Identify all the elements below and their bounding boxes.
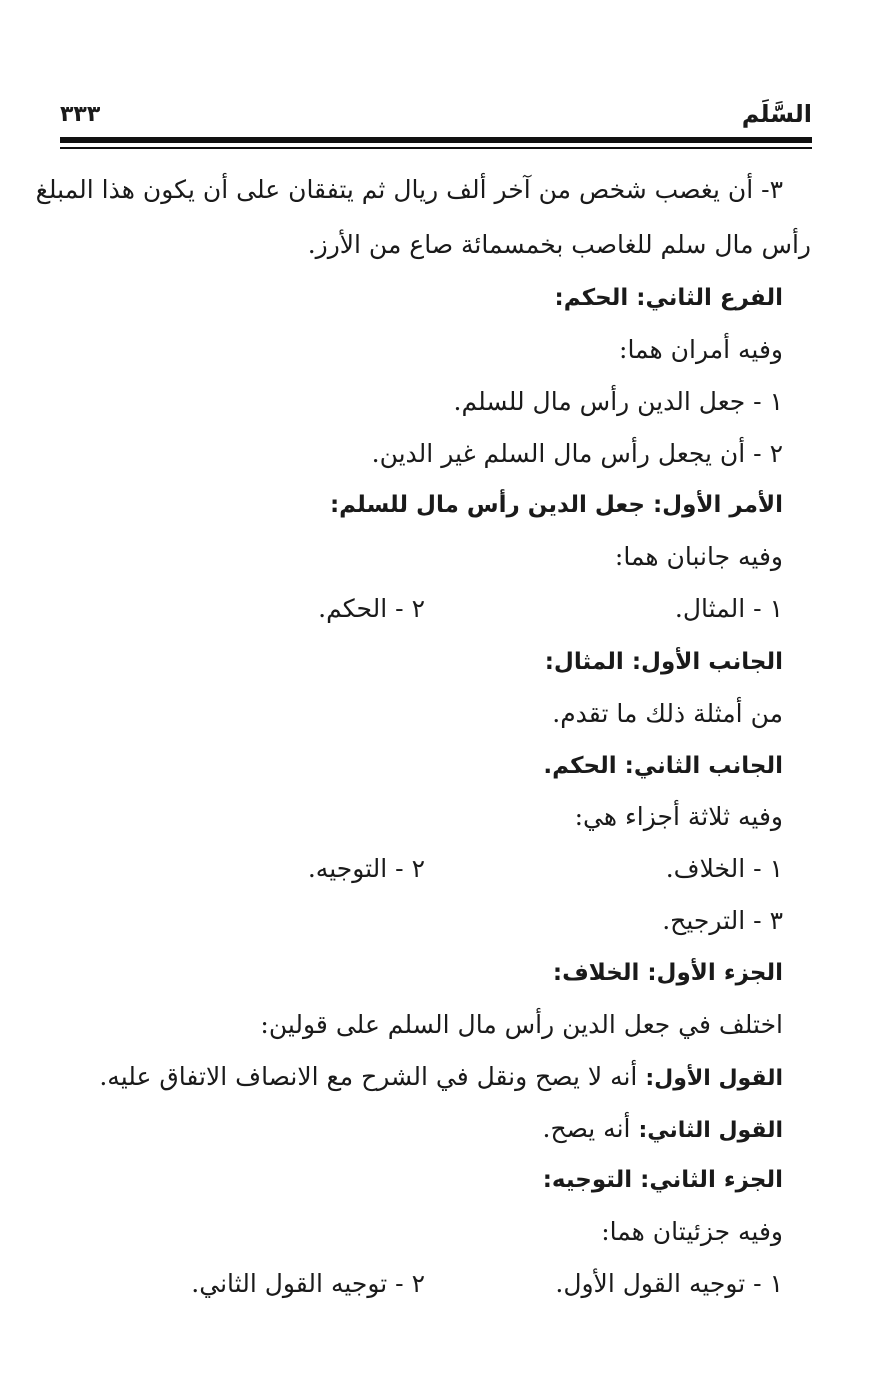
quote-line	[99, 1060, 783, 1096]
running-title: السَّلَم	[741, 100, 812, 128]
section-heading: الجزء الثاني: التوجيه:	[542, 1167, 783, 1193]
opinion-label: القول الثاني:	[638, 1118, 783, 1143]
section-heading: الجانب الثاني: الحكم.	[543, 753, 783, 779]
paragraph-line: وفيه جزئيتان هما:	[601, 1217, 783, 1246]
list-item: ١ - توجيه القول الأول.	[555, 1269, 783, 1298]
list-item: ١ - جعل الدين رأس مال للسلم.	[453, 387, 783, 416]
list-item: ٢ - توجيه القول الثاني.	[191, 1269, 425, 1298]
list-item: ٢ - أن يجعل رأس مال السلم غير الدين.	[371, 439, 783, 468]
paragraph-line: وفيه ثلاثة أجزاء هي:	[574, 802, 783, 831]
list-item: ٢ - التوجيه.	[307, 854, 425, 883]
list-item: ١ - الخلاف.	[665, 854, 783, 883]
section-heading: الجانب الأول: المثال:	[544, 649, 783, 675]
header-rule-thin	[60, 147, 812, 149]
paragraph-line: ٣- أن يغصب شخص من آخر ألف ريال ثم يتفقان على أن يكون هذا المبلغ	[35, 175, 783, 204]
page-number: ٣٣٣	[60, 102, 101, 127]
list-item: ١ - المثال.	[674, 594, 783, 623]
header-rule-thick	[60, 137, 812, 143]
opinion-text: أنه لا يصح ونقل في الشرح مع الانصاف الاتفاق عليه.	[99, 1062, 646, 1091]
quote-line	[543, 1112, 783, 1148]
opinion-label: القول الأول:	[645, 1066, 783, 1091]
section-heading: الأمر الأول: جعل الدين رأس مال للسلم:	[329, 492, 783, 518]
paragraph-line: رأس مال سلم للغاصب بخمسمائة صاع من الأرز.	[307, 230, 811, 259]
paragraph-line: وفيه جانبان هما:	[614, 542, 783, 571]
list-item: ٣ - الترجيح.	[662, 906, 783, 935]
paragraph-line: وفيه أمران هما:	[619, 335, 783, 364]
section-heading: الجزء الأول: الخلاف:	[552, 960, 783, 986]
page-header	[60, 100, 812, 134]
paragraph-line: من أمثلة ذلك ما تقدم.	[552, 699, 783, 728]
section-heading: الفرع الثاني: الحكم:	[554, 285, 783, 311]
opinion-text: أنه يصح.	[542, 1114, 639, 1143]
list-item: ٢ - الحكم.	[318, 594, 425, 623]
paragraph-line: اختلف في جعل الدين رأس مال السلم على قولين:	[260, 1010, 783, 1039]
